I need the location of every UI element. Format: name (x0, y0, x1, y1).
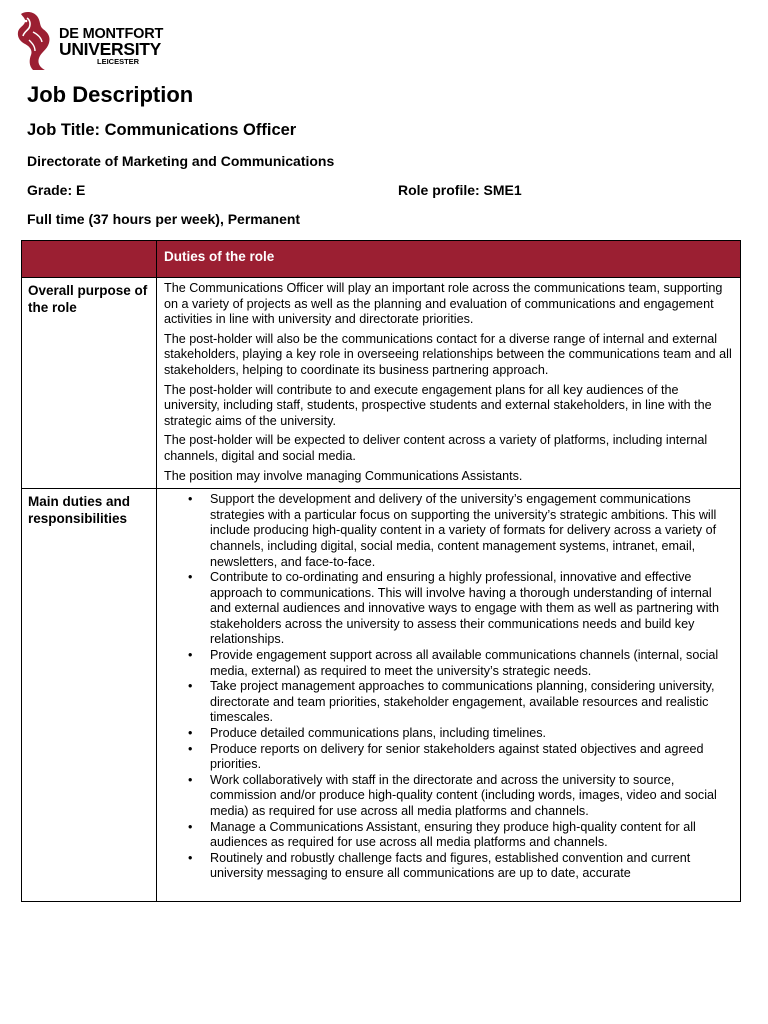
table-header-label: Duties of the role (164, 249, 275, 264)
purpose-paragraph: The Communications Officer will play an important role across the communications team, supporting on a variety of projects as well as the planning and evaluation of communications and engagement activities in line with university and directorate priorities. (164, 281, 723, 327)
purpose-paragraph: The post-holder will be expected to deliver content across a variety of platforms, including internal channels, digital and social media. (164, 433, 708, 463)
list-item: • Produce detailed communications plans, including timelines. (210, 726, 733, 742)
list-item: • Work collaboratively with staff in the directorate and across the university to source, commission and/or produce high-quality content (including words, images, video and social media) as required for use across all media platforms and channels. (210, 773, 733, 820)
logo-line-1: DE MONTFORT (59, 26, 164, 42)
logo-line-3: LEICESTER (97, 57, 140, 66)
duties-list-viewport (164, 492, 733, 897)
row-label-main-duties: Main duties and responsibilities (22, 489, 157, 902)
grade: Grade: E (27, 182, 86, 198)
table-row (22, 489, 741, 902)
list-item: • Produce reports on delivery for senior stakeholders against stated objectives and agreed priorities. (210, 742, 733, 773)
purpose-paragraph: The post-holder will also be the communications contact for a diverse range of internal and external stakeholders, playing a key role in overseeing relationships between the communications team and all stakeholders, helping to coordinate its business partnering approach. (164, 331, 732, 377)
table-header-row (22, 241, 741, 278)
purpose-paragraph: The position may involve managing Communications Assistants. (164, 468, 523, 483)
university-logo (15, 10, 185, 72)
list-item: • Take project management approaches to communications planning, considering university, directorate and team priorities, stakeholder engagement, available resources and realistic timescales. (210, 679, 733, 726)
row-label-overall-purpose: Overall purpose of the role (22, 278, 157, 489)
list-item: • Manage a Communications Assistant, ensuring they produce high-quality content for all audiences as required for use across all media platforms and channels. (210, 820, 733, 851)
document-heading: Job Description (27, 82, 194, 107)
table-header-cell (157, 241, 741, 278)
purpose-paragraph: The post-holder will contribute to and execute engagement plans for all key audiences of the university, including staff, students, prospective students and external stakeholders, in line with the strategic aims of the university. (164, 382, 712, 428)
duties-list (164, 492, 733, 882)
table-row (22, 278, 741, 489)
job-title: Job Title: Communications Officer (27, 121, 297, 139)
main-duties-content (157, 489, 741, 902)
duties-table (21, 240, 741, 902)
griffin-crest-icon (15, 10, 55, 72)
logo-wordmark (59, 10, 163, 66)
logo-line-2: UNIVERSITY (59, 38, 162, 59)
contract-type: Full time (37 hours per week), Permanent (27, 211, 301, 227)
role-profile: Role profile: SME1 (398, 182, 522, 198)
list-item: • Provide engagement support across all available communications channels (internal, social media, external) as required to meet the university’s strategic needs. (210, 648, 733, 679)
list-item: • Contribute to co-ordinating and ensuring a highly professional, innovative and effective approach to communications. This will involve having a thorough understanding of internal and external audiences and innovative ways to engage with them as well as partnering with stakeholders across the university to assess their communications needs and build key relationships. (210, 570, 733, 648)
overall-purpose-content (157, 278, 741, 489)
table-header-empty-cell (22, 241, 157, 278)
list-item: • Support the development and delivery of the university’s engagement communications strategies with a particular focus on supporting the university’s strategic ambitions. This will include producing high-quality content in a variety of formats for delivery across a variety of channels, including digital, social media, content management systems, intranet, email, newsletters, and face-to-face. (210, 492, 733, 570)
list-item: • Routinely and robustly challenge facts and figures, established convention and current university messaging to ensure all communications are up to date, accurate (210, 851, 733, 882)
directorate: Directorate of Marketing and Communications (27, 153, 335, 169)
